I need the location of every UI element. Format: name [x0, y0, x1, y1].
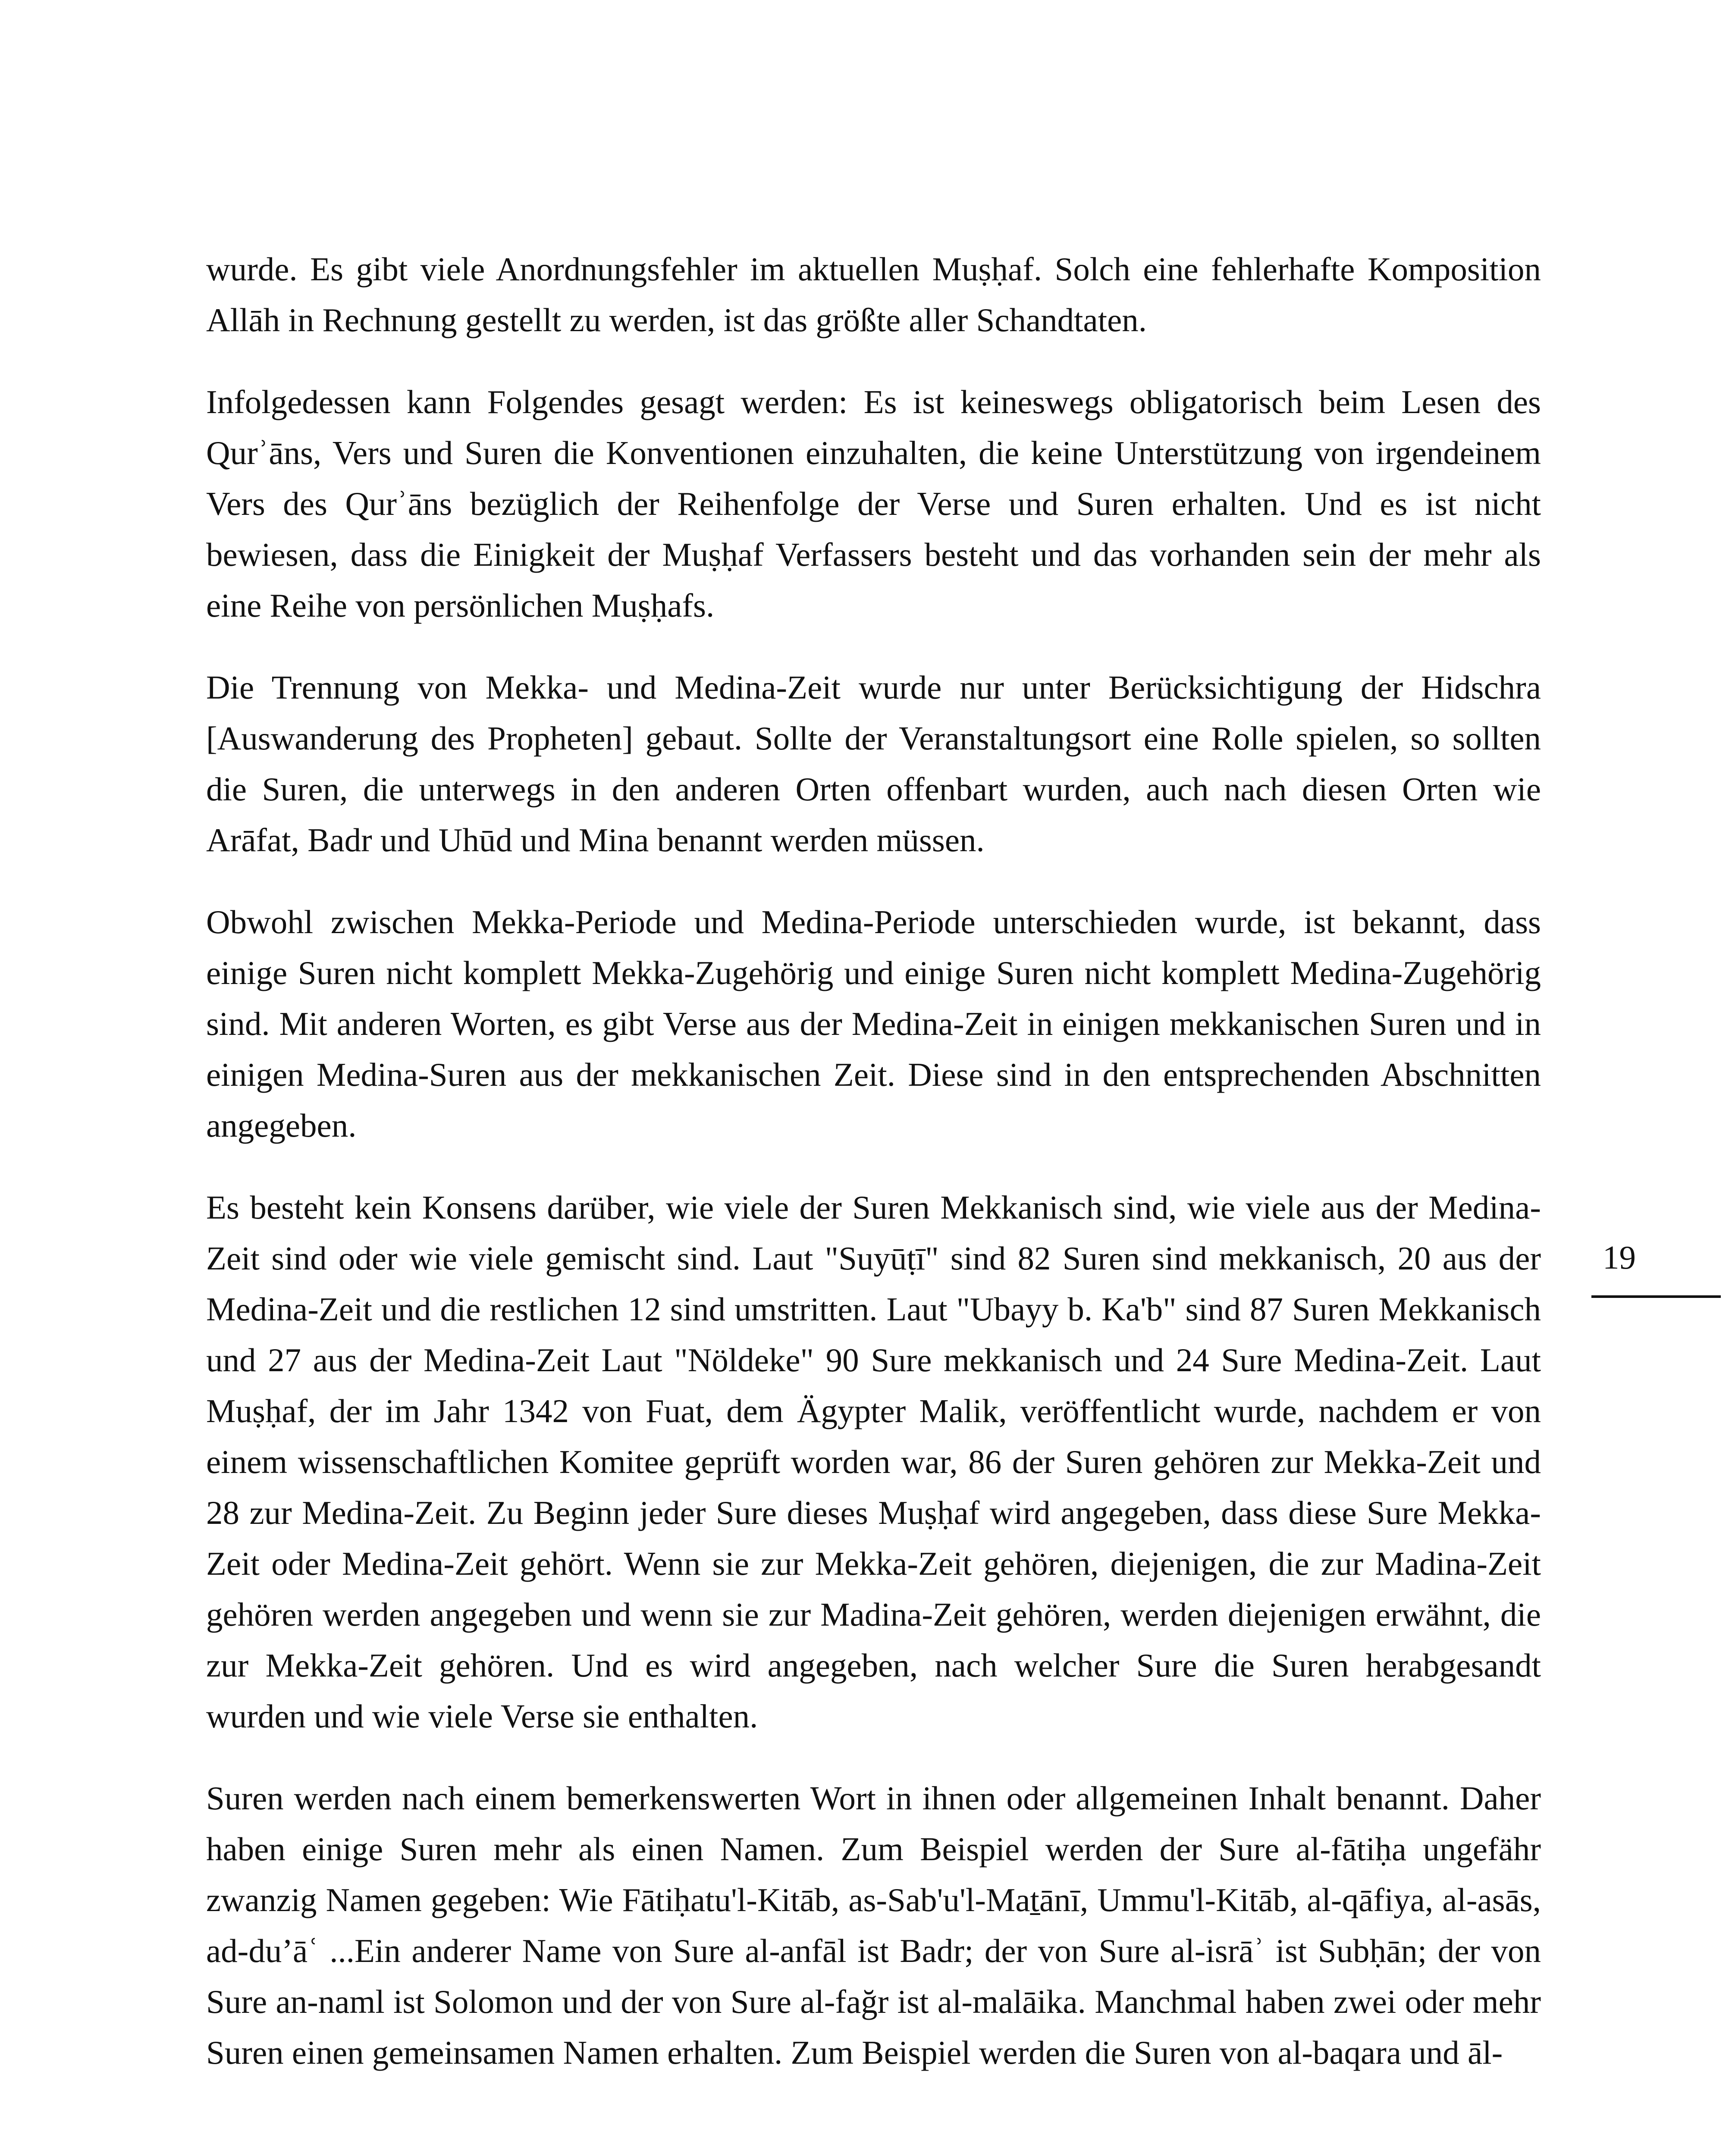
paragraph-4: Obwohl zwischen Mekka-Periode und Medina-Periode unterschieden wurde, ist bekannt, dass einige Suren nicht komplett Mekka-Zugehörig und einige Suren nicht komplett Medina-Zugehörig sind. Mit anderen Worten, es gibt Verse aus der Medina-Zeit in einigen mekkanischen Suren und in einigen Medina-Suren aus der mekkanischen Zeit. Diese sind in den entsprechenden Abschnitten angegeben.	[206, 903, 1541, 1144]
page-number: 19	[1603, 1239, 1636, 1276]
paragraph-6: Suren werden nach einem bemerkenswerten Wort in ihnen oder allgemeinen Inhalt benannt. Daher haben einige Suren mehr als einen Namen. Zum Beispiel werden der Sure al-fātiḥa ungefähr zwanzig Namen gegeben: Wie Fātiḥatu'l-Kitāb, as-Sab'u'l-Maṯānī, Ummu'l-Kitāb, al-qāfiya, al-asās, ad-du’āʿ ...Ein anderer Name von Sure al-anfāl ist Badr; der von Sure al-isrāʾ ist Subḥān; der von Sure an-naml ist Solomon und der von Sure al-fağr ist al-malāika. Manchmal haben zwei oder mehr Suren einen gemeinsamen Namen erhalten. Zum Beispiel werden die Suren von al-baqara und āl-	[206, 1780, 1541, 2071]
page-body	[206, 244, 1541, 2109]
paragraph-5: Es besteht kein Konsens darüber, wie viele der Suren Mekkanisch sind, wie viele aus der Medina-Zeit sind oder wie viele gemischt sind. Laut "Suyūṭī" sind 82 Suren sind mekkanisch, 20 aus der Medina-Zeit und die restlichen 12 sind umstritten. Laut "Ubayy b. Ka'b" sind 87 Suren Mekkanisch und 27 aus der Medina-Zeit Laut "Nöldeke" 90 Sure mekkanisch und 24 Sure Medina-Zeit. Laut Muṣḥaf, der im Jahr 1342 von Fuat, dem Ägypter Malik, veröffentlicht wurde, nachdem er von einem wissenschaftlichen Komitee geprüft worden war, 86 der Suren gehören zur Mekka-Zeit und 28 zur Medina-Zeit. Zu Beginn jeder Sure dieses Muṣḥaf wird angegeben, dass diese Sure Mekka-Zeit oder Medina-Zeit gehört. Wenn sie zur Mekka-Zeit gehören, diejenigen, die zur Madina-Zeit gehören werden angegeben und wenn sie zur Madina-Zeit gehören, werden diejenigen erwähnt, die zur Mekka-Zeit gehören. Und es wird angegeben, nach welcher Sure die Suren herabgesandt wurden und wie viele Verse sie enthalten.	[206, 1189, 1541, 1735]
page-number-rule	[1591, 1295, 1721, 1298]
paragraph-2: Infolgedessen kann Folgendes gesagt werden: Es ist keineswegs obligatorisch beim Lesen des Qurʾāns, Vers und Suren die Konventionen einzuhalten, die keine Unterstützung von irgendeinem Vers des Qurʾāns bezüglich der Reihenfolge der Verse und Suren erhalten. Und es ist nicht bewiesen, dass die Einigkeit der Muṣḥaf Verfassers besteht und das vorhanden sein der mehr als eine Reihe von persönlichen Muṣḥafs.	[206, 383, 1541, 624]
paragraph-3: Die Trennung von Mekka- und Medina-Zeit wurde nur unter Berücksichtigung der Hidschra [Auswanderung des Propheten] gebaut. Sollte der Veranstaltungsort eine Rolle spielen, so sollten die Suren, die unterwegs in den anderen Orten offenbart wurden, auch nach diesen Orten wie Arāfat, Badr und Uhūd und Mina benannt werden müssen.	[206, 669, 1541, 859]
paragraph-1: wurde. Es gibt viele Anordnungsfehler im aktuellen Muṣḥaf. Solch eine fehlerhafte Komposition Allāh in Rechnung gestellt zu werden, ist das größte aller Schandtaten.	[206, 251, 1541, 338]
